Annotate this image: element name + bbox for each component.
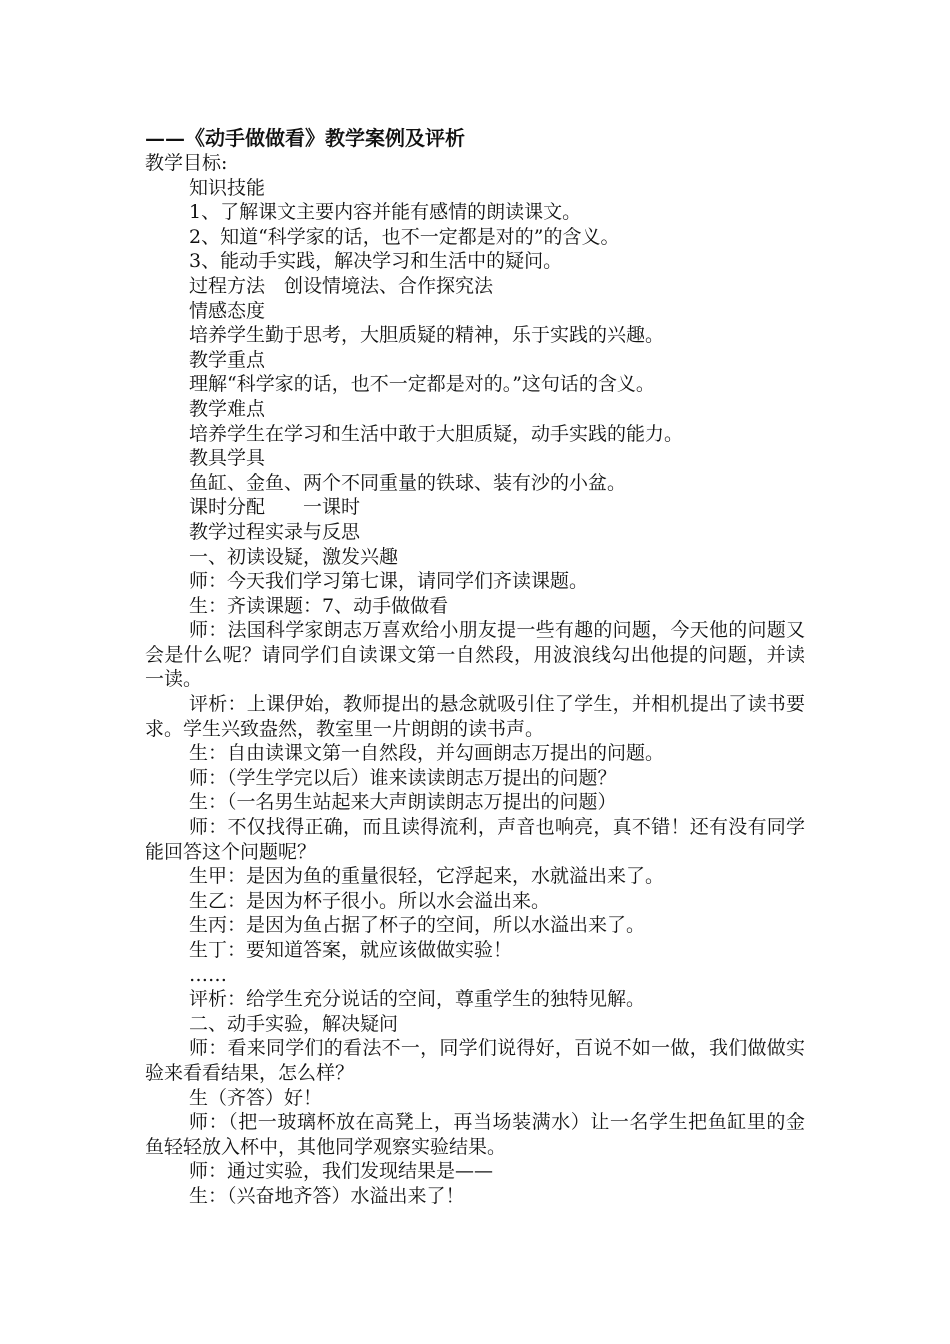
paragraph: 一、初读设疑，激发兴趣 — [189, 545, 399, 568]
paragraph: 教学难点 — [189, 397, 266, 420]
paragraph: 知识技能 — [189, 176, 266, 199]
paragraph: 3、能动手实践，解决学习和生活中的疑问。 — [189, 250, 563, 273]
paragraph: 鱼缸、金鱼、两个不同重量的铁球、装有沙的小盆。 — [189, 471, 627, 494]
paragraph: 生（齐答）好！ — [189, 1086, 323, 1109]
paragraph: 培养学生勤于思考，大胆质疑的精神，乐于实践的兴趣。 — [189, 324, 665, 347]
paragraph: 培养学生在学习和生活中敢于大胆质疑，动手实践的能力。 — [189, 422, 684, 445]
document-title: ——《动手做做看》教学案例及评析 — [145, 126, 465, 150]
document-body — [145, 125, 805, 1209]
paragraph: 教学目标: — [145, 152, 228, 174]
paragraph: 师：今天我们学习第七课，请同学们齐读课题。 — [189, 570, 589, 593]
paragraph: 生：齐读课题：7、动手做做看 — [189, 594, 449, 617]
paragraph: 课时分配 一课时 — [189, 496, 361, 519]
paragraph: 教具学具 — [189, 447, 266, 470]
paragraph: …… — [189, 963, 227, 986]
paragraph: 师：不仅找得正确，而且读得流利，声音也响亮，真不错！还有没有同学能回答这个问题呢？ — [145, 816, 805, 863]
paragraph: 2、知道“科学家的话，也不一定都是对的”的含义。 — [189, 225, 620, 248]
paragraph: 师：（学生学完以后）谁来读读朗志万提出的问题？ — [189, 766, 617, 789]
paragraph: 理解“科学家的话，也不一定都是对的。”这句话的含义。 — [189, 373, 655, 396]
paragraph: 生丁：要知道答案，就应该做做实验！ — [189, 939, 513, 961]
document-lines — [145, 151, 805, 1209]
paragraph: 生：（一名男生站起来大声朗读朗志万提出的问题） — [189, 791, 617, 814]
paragraph: 师：看来同学们的看法不一，同学们说得好，百说不如一做，我们做做实验来看看结果，怎么样？ — [145, 1037, 805, 1084]
paragraph: 师：法国科学家朗志万喜欢给小朋友提一些有趣的问题，今天他的问题又会是什么呢？请同学们自读课文第一自然段，用波浪线勾出他提的问题，并读一读。 — [145, 619, 805, 691]
paragraph: 1、了解课文主要内容并能有感情的朗读课文。 — [189, 201, 582, 224]
paragraph: 二、动手实验，解决疑问 — [189, 1012, 399, 1035]
paragraph: 生：（兴奋地齐答）水溢出来了！ — [189, 1184, 465, 1207]
paragraph: 情感态度 — [189, 299, 266, 322]
paragraph: 生甲：是因为鱼的重量很轻，它浮起来，水就溢出来了。 — [189, 865, 665, 888]
paragraph: 师：（把一玻璃杯放在高凳上，再当场装满水）让一名学生把鱼缸里的金鱼轻轻放入杯中，其他同学观察实验结果。 — [145, 1111, 805, 1158]
paragraph: 生：自由读课文第一自然段，并勾画朗志万提出的问题。 — [189, 742, 665, 765]
paragraph: 生丙：是因为鱼占据了杯子的空间，所以水溢出来了。 — [189, 914, 646, 937]
paragraph: 教学过程实录与反思 — [189, 520, 361, 543]
paragraph: 教学重点 — [189, 348, 266, 371]
paragraph: 师：通过实验，我们发现结果是—— — [189, 1160, 494, 1183]
paragraph: 过程方法 创设情境法、合作探究法 — [189, 274, 494, 297]
paragraph: 评析：上课伊始，教师提出的悬念就吸引住了学生，并相机提出了读书要求。学生兴致盎然，教室里一片朗朗的读书声。 — [145, 693, 805, 740]
paragraph: 生乙：是因为杯子很小。所以水会溢出来。 — [189, 889, 551, 912]
paragraph: 评析：给学生充分说话的空间，尊重学生的独特见解。 — [189, 988, 646, 1011]
